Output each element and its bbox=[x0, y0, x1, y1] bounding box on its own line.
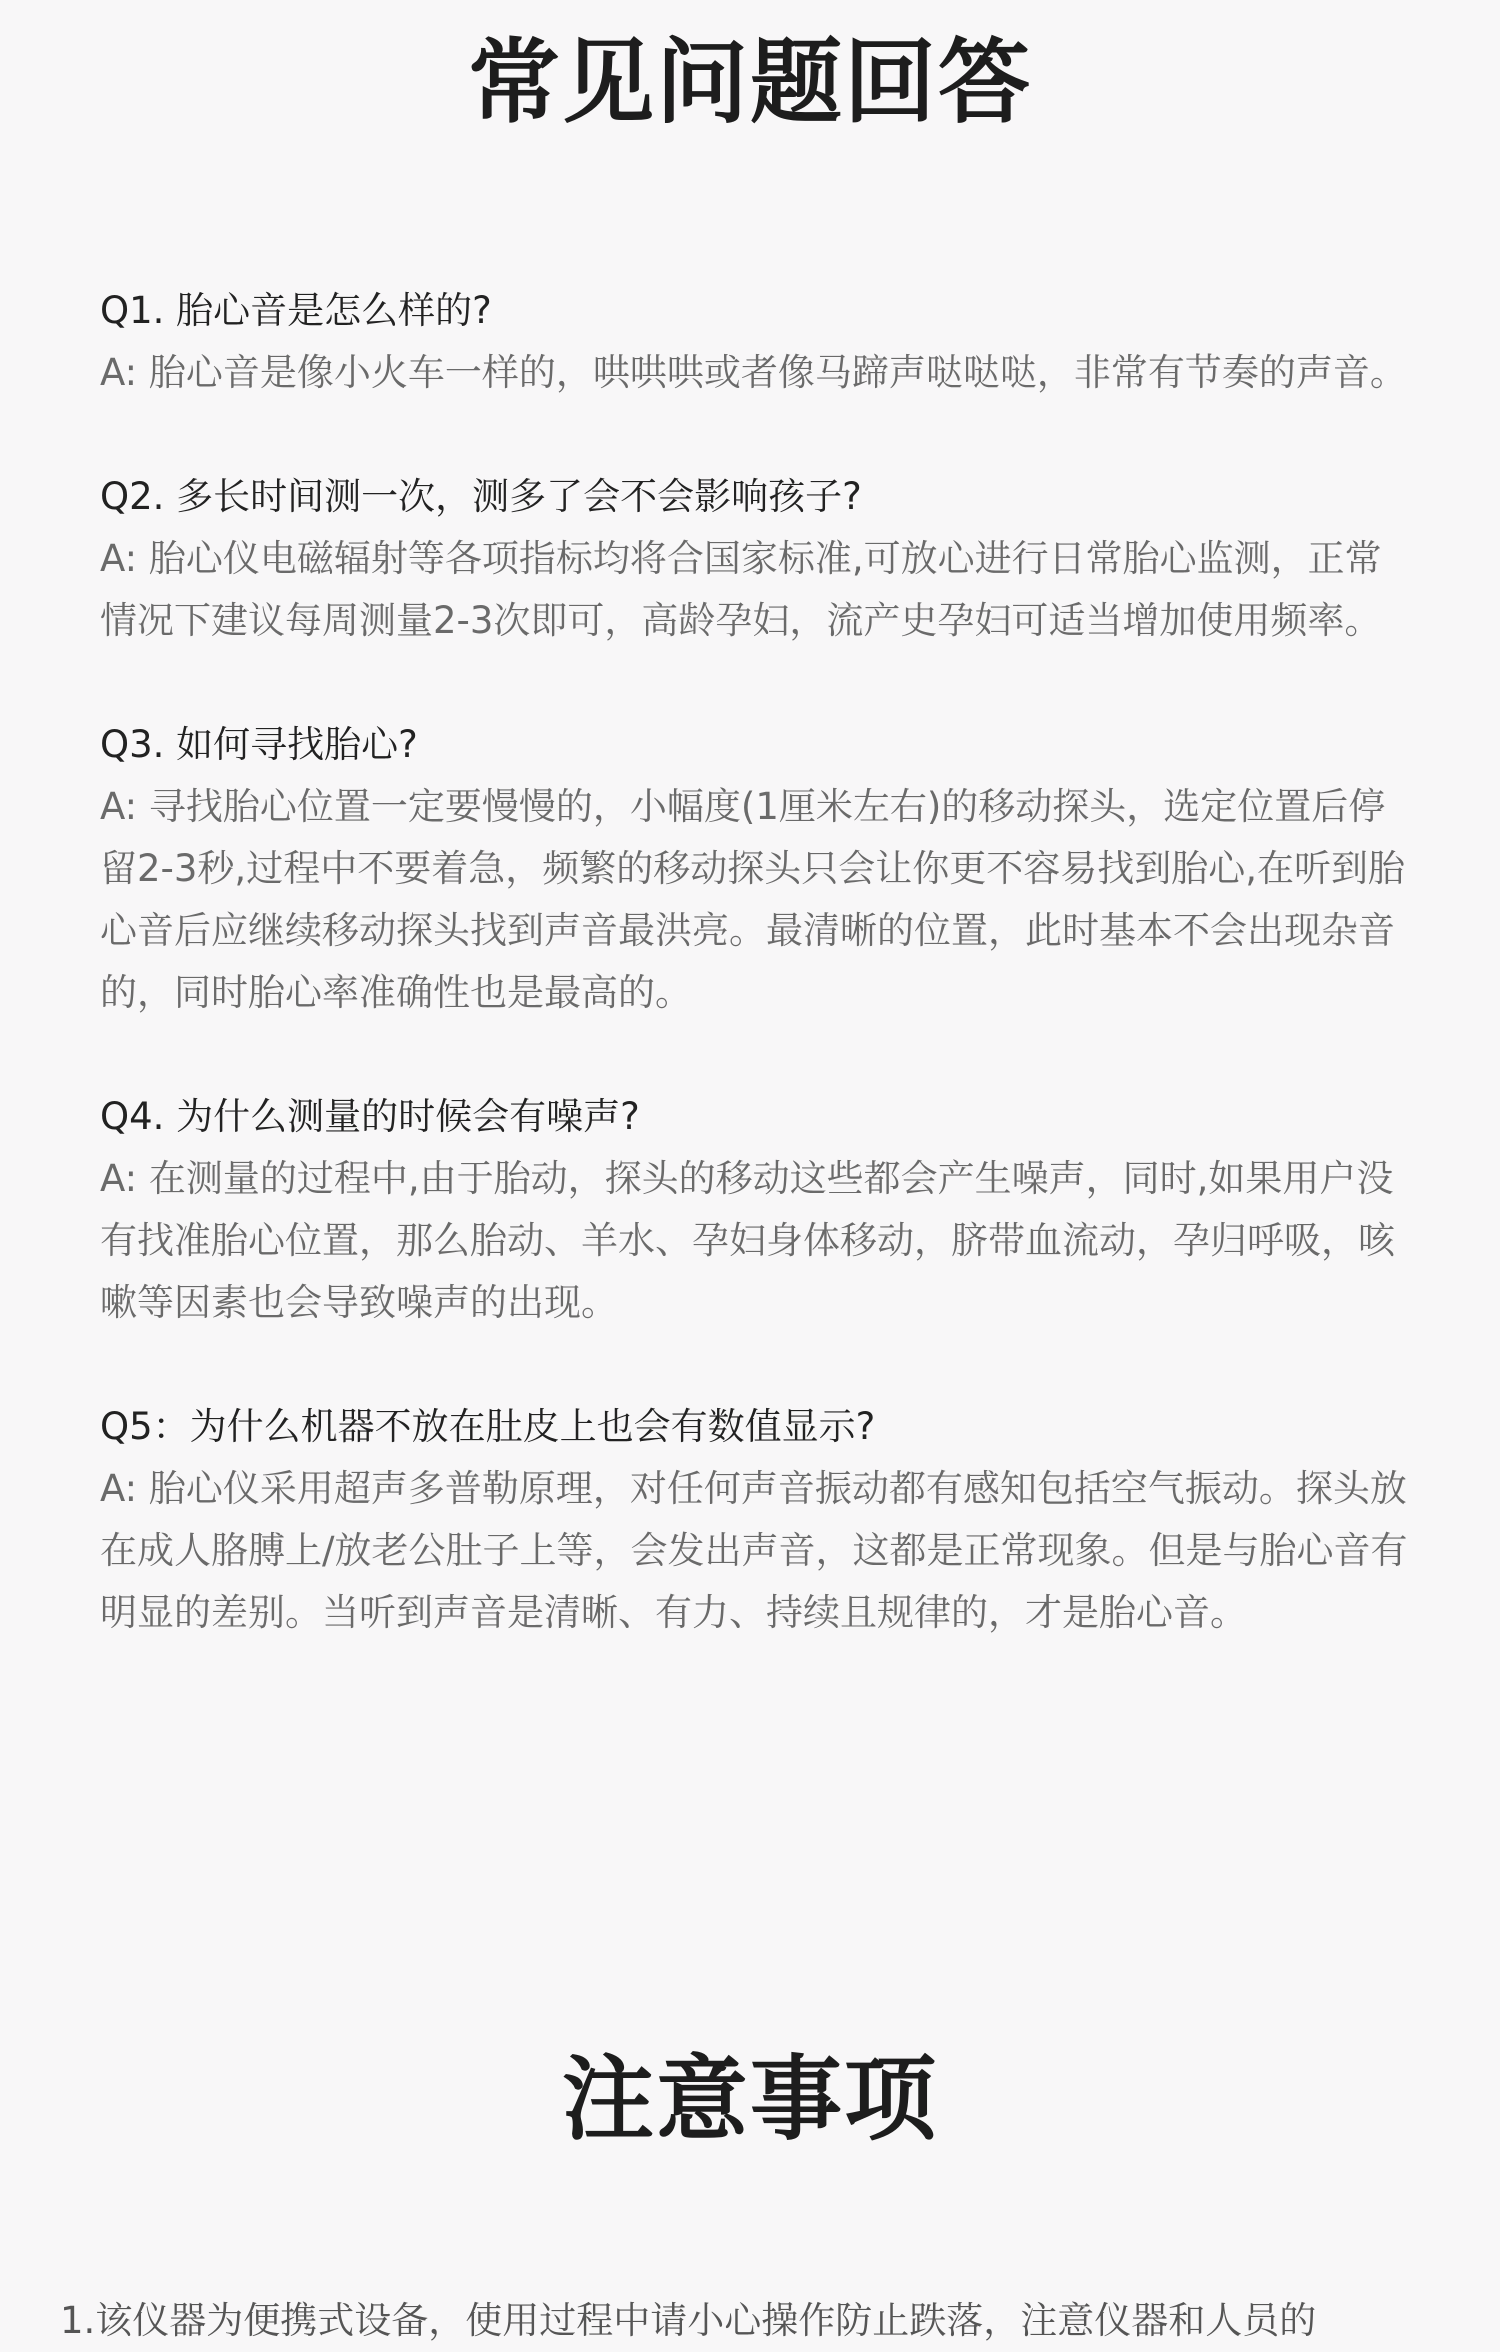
faq-question: Q4. 为什么测量的时候会有噪声? bbox=[100, 1095, 640, 1138]
notice-item-partial: 1.该仪器为便携式设备，使用过程中请小心操作防止跌落，注意仪器和人员的 bbox=[60, 2299, 1317, 2342]
faq-item-1 bbox=[100, 280, 1410, 404]
faq-section-title: 常见问题回答 bbox=[467, 29, 1032, 136]
faq-item-5 bbox=[100, 1396, 1410, 1644]
faq-item-2 bbox=[100, 466, 1410, 652]
faq-item-3 bbox=[100, 714, 1410, 1024]
faq-list bbox=[100, 280, 1410, 1706]
faq-answer: A: 在测量的过程中,由于胎动，探头的移动这些都会产生噪声，同时,如果用户没有找准胎心位置，那么胎动、羊水、孕妇身体移动，脐带血流动，孕归呼吸，咳嗽等因素也会导致噪声的出现。 bbox=[100, 1157, 1395, 1324]
faq-answer: A: 胎心仪采用超声多普勒原理，对任何声音振动都有感知包括空气振动。探头放在成人胳膊上/放老公肚子上等，会发出声音，这都是正常现象。但是与胎心音有明显的差别。当听到声音是清晰、有力、持续且规律的，才是胎心音。 bbox=[100, 1467, 1408, 1634]
faq-question: Q1. 胎心音是怎么样的? bbox=[100, 289, 492, 332]
faq-answer: A: 寻找胎心位置一定要慢慢的，小幅度(1厘米左右)的移动探头，选定位置后停留2-3秒,过程中不要着急，频繁的移动探头只会让你更不容易找到胎心,在听到胎心音后应继续移动探头找到声音最洪亮。最清晰的位置，此时基本不会出现杂音的，同时胎心率准确性也是最高的。 bbox=[100, 785, 1405, 1014]
faq-question: Q3. 如何寻找胎心? bbox=[100, 723, 418, 766]
faq-answer: A: 胎心仪电磁辐射等各项指标均将合国家标准,可放心进行日常胎心监测，正常情况下建议每周测量2-3次即可，高龄孕妇，流产史孕妇可适当增加使用频率。 bbox=[100, 537, 1382, 642]
faq-question: Q5：为什么机器不放在肚皮上也会有数值显示? bbox=[100, 1405, 876, 1448]
faq-item-4 bbox=[100, 1086, 1410, 1334]
notice-section-title: 注意事项 bbox=[561, 2046, 938, 2153]
faq-question: Q2. 多长时间测一次，测多了会不会影响孩子? bbox=[100, 475, 862, 518]
faq-answer: A: 胎心音是像小火车一样的，哄哄哄或者像马蹄声哒哒哒，非常有节奏的声音。 bbox=[100, 351, 1407, 394]
